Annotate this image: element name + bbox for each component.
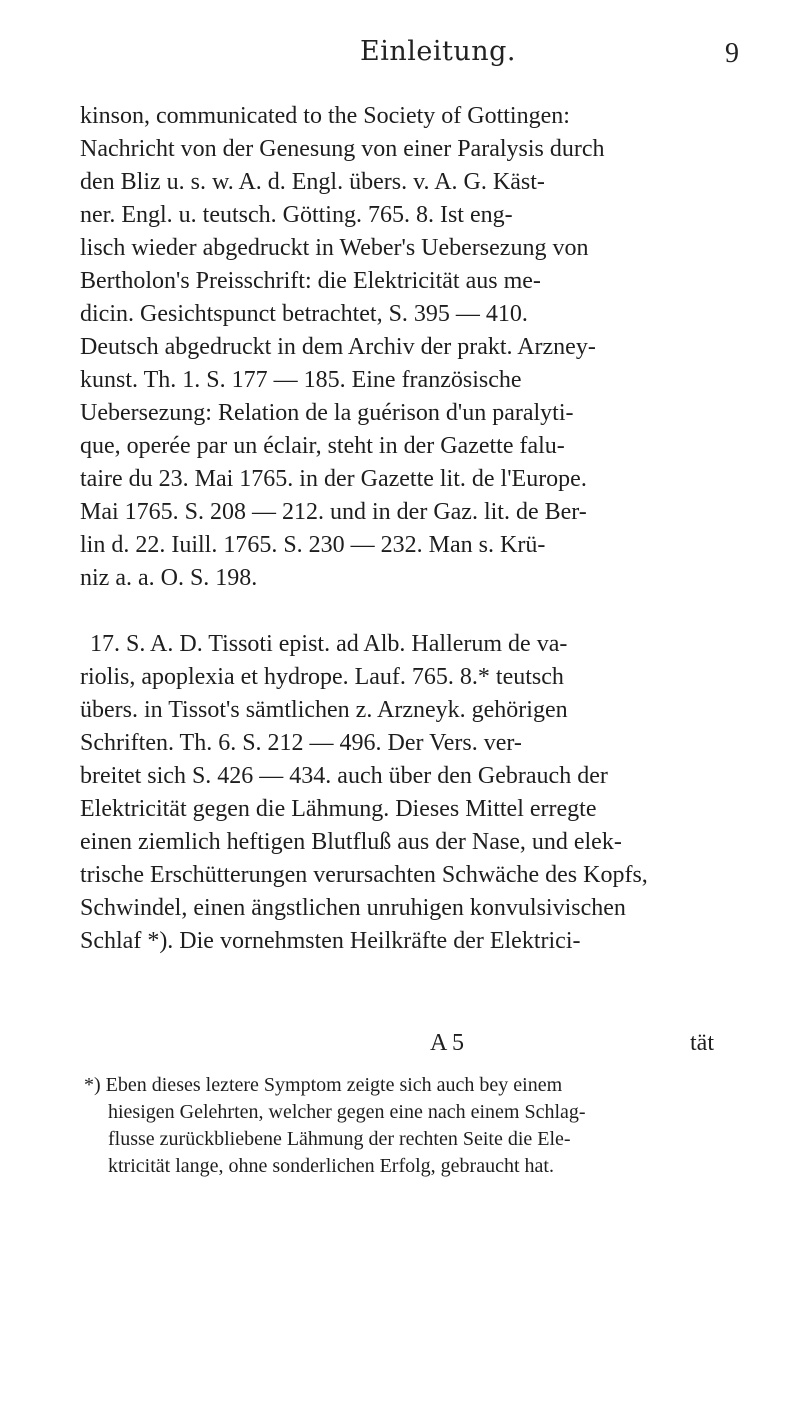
text-line: breitet sich S. 426 — 434. auch über den Gebrauch der — [80, 763, 608, 789]
catchword: tät — [690, 1030, 714, 1056]
running-head: Einleitung. — [360, 36, 516, 67]
text-line: riolis, apoplexia et hydrope. Lauf. 765. 8.* teutsch — [80, 664, 564, 690]
text-line: Uebersezung: Relation de la guérison d'un paralyti- — [80, 400, 574, 426]
text-line: Nachricht von der Genesung von einer Paralysis durch — [80, 136, 605, 162]
text-line: 17. S. A. D. Tissoti epist. ad Alb. Hallerum de va- — [90, 631, 568, 657]
text-line: den Bliz u. s. w. A. d. Engl. übers. v. A. G. Käst- — [80, 169, 545, 195]
text-line: dicin. Gesichtspunct betrachtet, S. 395 — 410. — [80, 301, 528, 327]
text-line: lisch wieder abgedruckt in Weber's Uebersezung von — [80, 235, 589, 261]
text-line: einen ziemlich heftigen Blutfluß aus der Nase, und elek- — [80, 829, 622, 855]
footnote-line: *) Eben dieses leztere Symptom zeigte sich auch bey einem — [84, 1074, 563, 1096]
paragraph-citation-17 — [80, 628, 730, 958]
footnote-line: ktricität lange, ohne sonderlichen Erfolg, gebraucht hat. — [108, 1155, 554, 1177]
text-line: Bertholon's Preisschrift: die Elektricität aus me- — [80, 268, 541, 294]
text-line: Deutsch abgedruckt in dem Archiv der prakt. Arzney- — [80, 334, 596, 360]
footnote-line: flusse zurückbliebene Lähmung der rechten Seite die Ele- — [108, 1128, 571, 1150]
text-line: trische Erschütterungen verursachten Schwäche des Kopfs, — [80, 862, 648, 888]
paragraph-citation-16 — [80, 100, 730, 595]
text-line: Elektricität gegen die Lähmung. Dieses Mittel erregte — [80, 796, 597, 822]
text-line: Mai 1765. S. 208 — 212. und in der Gaz. lit. de Ber- — [80, 499, 587, 525]
text-line: lin d. 22. Iuill. 1765. S. 230 — 232. Man s. Krü- — [80, 532, 546, 558]
signature-mark: A 5 — [430, 1030, 465, 1056]
footnote-line: hiesigen Gelehrten, welcher gegen eine nach einem Schlag- — [108, 1101, 586, 1123]
text-line: Schwindel, einen ängstlichen unruhigen konvulsivischen — [80, 895, 626, 921]
text-line: übers. in Tissot's sämtlichen z. Arzneyk. gehörigen — [80, 697, 568, 723]
footnote — [80, 1072, 730, 1180]
text-line: Schlaf *). Die vornehmsten Heilkräfte der Elektrici- — [80, 928, 581, 954]
text-line: taire du 23. Mai 1765. in der Gazette lit. de l'Europe. — [80, 466, 587, 492]
text-line: niz a. a. O. S. 198. — [80, 565, 258, 591]
text-line: Schriften. Th. 6. S. 212 — 496. Der Vers. ver- — [80, 730, 522, 756]
text-line: kunst. Th. 1. S. 177 — 185. Eine französische — [80, 367, 522, 393]
text-line: que, operée par un éclair, steht in der Gazette falu- — [80, 433, 565, 459]
text-line: kinson, communicated to the Society of Gottingen: — [80, 103, 570, 129]
page-number: 9 — [725, 38, 739, 69]
text-line: ner. Engl. u. teutsch. Götting. 765. 8. Ist eng- — [80, 202, 513, 228]
